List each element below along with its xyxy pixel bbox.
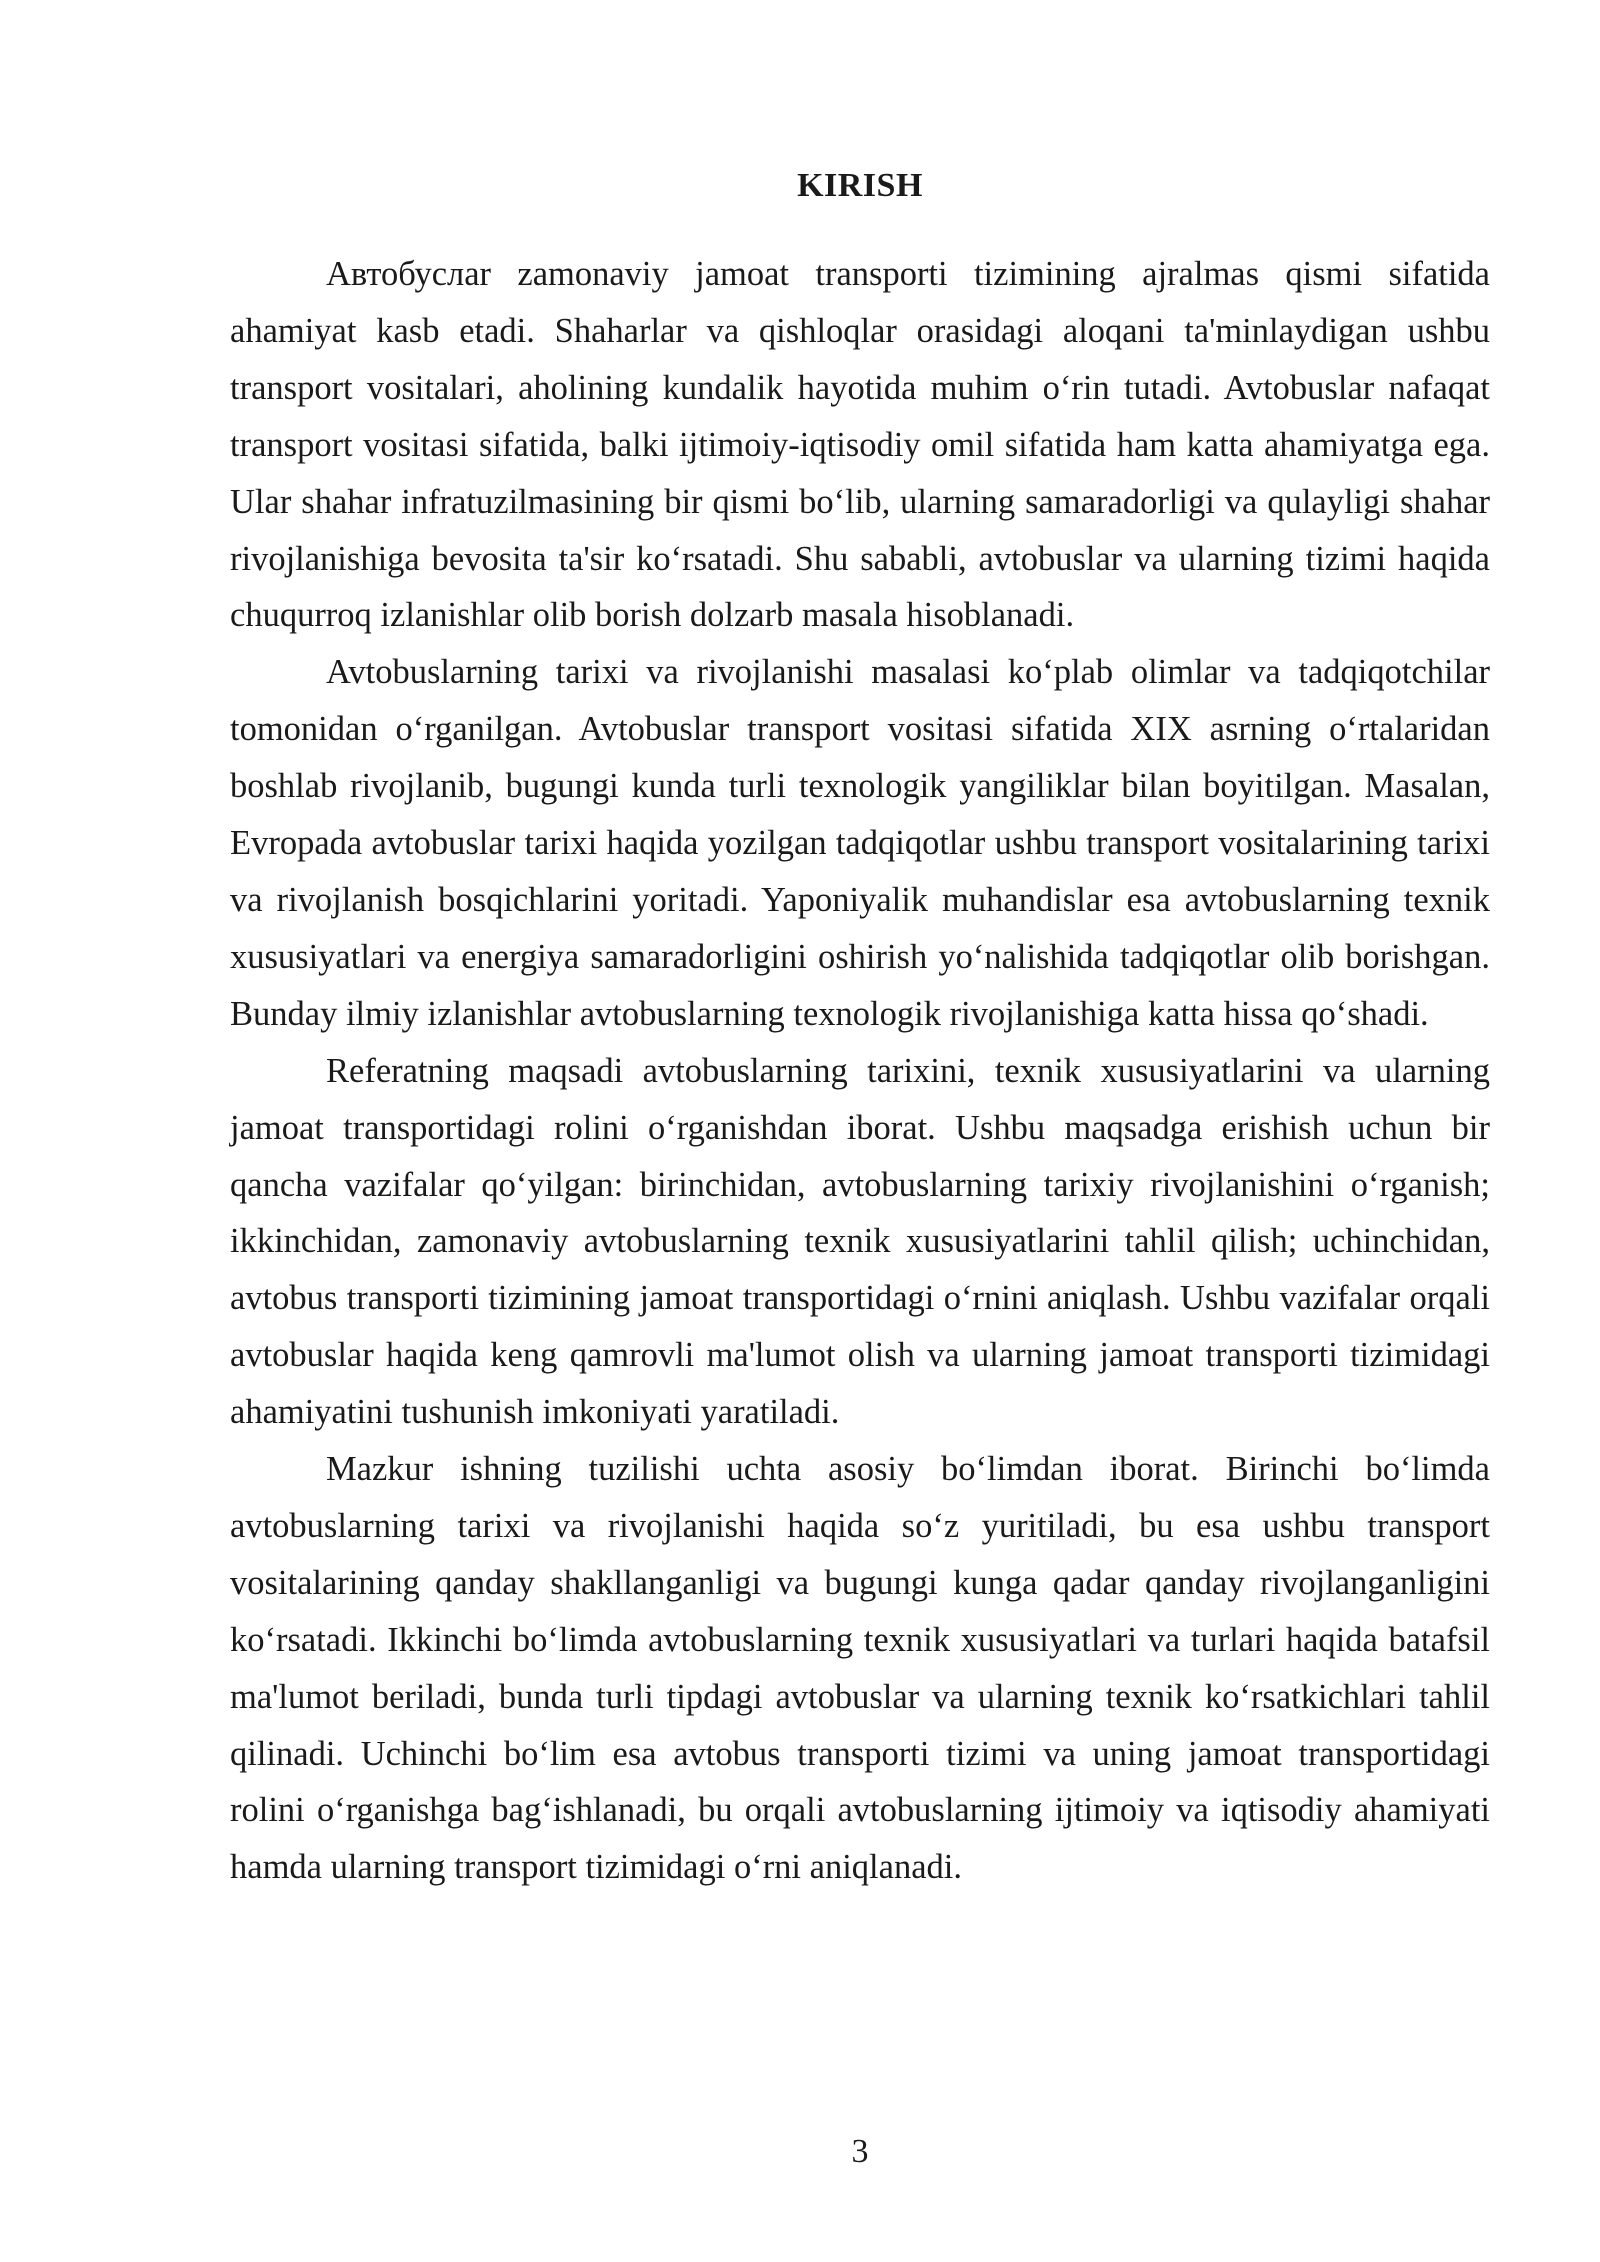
paragraph-introduction: Автобуслar zamonaviy jamoat transporti tizimining ajralmas qismi sifatida ahamiyat kasb etadi. Shaharlar va qishloqlar orasidagi aloqani ta'minlaydigan ushbu transport vositalari, aholining kundalik hayotida muhim o‘rin tutadi. Avtobuslar nafaqat transport vositasi sifatida, balki ijtimoiy-iqtisodiy omil sifatida ham katta ahamiyatga ega. Ular shahar infratuzilmasining bir qismi bo‘lib, ularning samaradorligi va qulayligi shahar rivojlanishiga bevosita ta'sir ko‘rsatadi. Shu sababli, avtobuslar va ularning tizimi haqida chuqurroq izlanishlar olib borish dolzarb masala hisoblanadi. [230,255,1490,635]
paragraph-purpose: Referatning maqsadi avtobuslarning tarixini, texnik xususiyatlarini va ularning jamoat transportidagi rolini o‘rganishdan iborat. Ushbu maqsadga erishish uchun bir qancha vazifalar qo‘yilgan: birinchidan, avtobuslarning tarixiy rivojlanishini o‘rganish; ikkinchidan, zamonaviy avtobuslarning texnik xususiyatlarini tahlil qilish; uchinchidan, avtobus transporti tizimining jamoat transportidagi o‘rnini aniqlash. Ushbu vazifalar orqali avtobuslar haqida keng qamrovli ma'lumot olish va ularning jamoat transporti tizimidagi ahamiyatini tushunish imkoniyati yaratiladi. [230,1051,1490,1432]
page-number: 3 [851,2133,869,2170]
paragraph-history: Avtobuslarning tarixi va rivojlanishi masalasi ko‘plab olimlar va tadqiqotchilar tomonidan o‘rganilgan. Avtobuslar transport vositasi sifatida XIX asrning o‘rtalaridan boshlab rivojlanib, bugungi kunda turli texnologik yangiliklar bilan boyitilgan. Masalan, Evropada avtobuslar tarixi haqida yozilgan tadqiqotlar ushbu transport vositalarining tarixi va rivojlanish bosqichlarini yoritadi. Yaponiyalik muhandislar esa avtobuslarning texnik xususiyatlari va energiya samaradorligini oshirish yo‘nalishida tadqiqotlar olib borishgan. Bunday ilmiy izlanishlar avtobuslarning texnologik rivojlanishiga katta hissa qo‘shadi. [230,653,1490,1033]
body-text [230,246,1490,1896]
page-title: KIRISH [797,167,923,204]
paragraph-structure: Mazkur ishning tuzilishi uchta asosiy bo‘limdan iborat. Birinchi bo‘limda avtobuslarning tarixi va rivojlanishi haqida so‘z yuritiladi, bu esa ushbu transport vositalarining qanday shakllanganligi va bugungi kunga qadar qanday rivojlanganligini ko‘rsatadi. Ikkinchi bo‘limda avtobuslarning texnik xususiyatlari va turlari haqida batafsil ma'lumot beriladi, bunda turli tipdagi avtobuslar va ularning texnik ko‘rsatkichlari tahlil qilinadi. Uchinchi bo‘lim esa avtobus transporti tizimi va uning jamoat transportidagi rolini o‘rganishga bag‘ishlanadi, bu orqali avtobuslarning ijtimoiy va iqtisodiy ahamiyati hamda ularning transport tizimidagi o‘rni aniqlanadi. [230,1450,1490,1887]
